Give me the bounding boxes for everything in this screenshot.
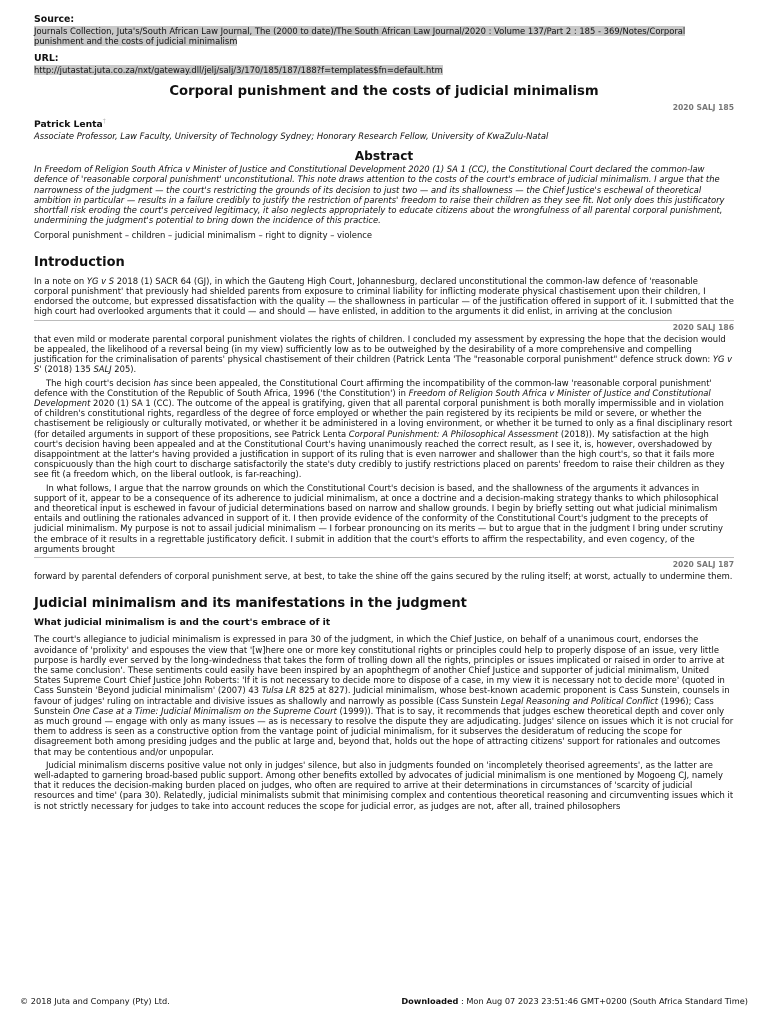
page-mark-185: 2020 SALJ 185 bbox=[672, 102, 734, 112]
url-block bbox=[34, 53, 734, 75]
url-link[interactable]: http://jutastat.juta.co.za/nxt/gateway.dll/jelj/salj/3/170/185/187/188?f=templates$fn=default.htm bbox=[34, 65, 443, 76]
intro-paragraph-1: In a note on YG v S 2018 (1) SACR 64 (GJ), in which the Gauteng High Court, Johannesburg, declared unconstitutional the common-law defence of 'reasonable corporal punishment' that previously had shielded parents from exposure to criminal liability for inflicting moderate physical chastisement upon their children, I endorsed the outcome, but expressed dissatisfaction with the quality — the shallowness in particular — of the justification offered in support of it. I submitted that the high court had overlooked arguments that it could — and should — have enlisted, in addition to the arguments it did enlist, in arriving at the conclusion bbox=[34, 275, 734, 317]
abstract-heading: Abstract bbox=[354, 149, 414, 164]
copyright-text: © 2018 Juta and Company (Pty) Ltd. bbox=[20, 996, 170, 1006]
section2-paragraph-2: Judicial minimalism discerns positive value not only in judges' silence, but also in judgments founded on 'incompletely theorised agreements', as the latter are well-adapted to garnering broad-based public support. Among other benefits extolled by advocates of judicial minimalism is one mentioned by Mogoeng CJ, namely that it reduces the decision-making burden placed on judges, who often are required to arrive at their determinations in circumstances of 'scarcity of judicial resources and time' (para 30). Relatedly, judicial minimalists submit that minimising complex and contentious theoretical reasoning and circumventing issues which it is not strictly necessary for judges to take into account reduces the scope for judicial error, as judges are not, after all, trained philosophers bbox=[34, 759, 734, 811]
source-label: Source: bbox=[34, 14, 75, 25]
url-label: URL: bbox=[34, 53, 59, 65]
intro-paragraph-1-continued: that even mild or moderate parental corporal punishment violates the rights of children. I concluded my assessment by expressing the hope that the decision would be appealed, the likelihood of a reversal being (in my view) sufficiently low as to be outweighed by the desirability of a more comprehensive and compelling justification for the criminalisation of parents' physical chastisement of their children (Patrick Lenta 'The "reasonable corporal punishment" defence struck down: YG v S' (2018) 135 SALJ 205). bbox=[34, 333, 733, 375]
page-mark-186: 2020 SALJ 186 bbox=[34, 320, 734, 333]
subsection-heading: What judicial minimalism is and the court's embrace of it bbox=[34, 617, 331, 629]
source-block bbox=[34, 14, 734, 46]
section-heading-judicial-minimalism: Judicial minimalism and its manifestations in the judgment bbox=[34, 596, 467, 612]
source-path[interactable]: Journals Collection, Juta's/South African Law Journal, The (2000 to date)/The South African Law Journal/2020 : Volume 137/Part 2 : 185 - 369/Notes/Corporal punishment and the costs of judicial minimalism bbox=[34, 26, 686, 47]
section2-paragraph-1: The court's allegiance to judicial minimalism is expressed in para 30 of the judgment, in which the Chief Justice, on behalf of a unanimous court, endorses the avoidance of 'prolixity' and espouses the view that '[w]here one or more key constitutional rights or principles could help to properly dispose of an issue, very little purpose is hardly ever served by the long-windedness that takes the form of trolling down all the rights, principles or issues implicated or raised in order to arrive at the same conclusion'. These sentiments could easily have been inspired by an apophthegm of another Chief Justice and supporter of judicial minimalism, United States Supreme Court Chief Justice John Roberts: 'If it is not necessary to decide more to dispose of a case, in my view it is necessary not to decide more' (quoted in Cass Sunstein 'Beyond judicial minimalism' (2007) 43 Tulsa LR 825 at 827). Judicial minimalism, whose best-known academic proponent is Cass Sunstein, counsels in favour of judges' ruling on intractable and divisive issues as shallowly and narrowly as possible (Cass Sunstein Legal Reasoning and Political Conflict (1996); Cass Sunstein One Case at a Time: Judicial Minimalism on the Supreme Court (1999)). That is to say, it recommends that judges eschew theoretical depth and cover only as much ground — engage with only as many issues — as is necessary to resolve the dispute they are adjudicating. Judges' silence on issues which it is not crucial for them to address is seen as a constructive option from the vantage point of judicial minimalism, for it subserves the desideratum of reducing the scope for disagreement both among presiding judges and the public at large and, beyond that, holds out the hope of attracting citizens' support for rationales and outcomes that may be contentious and/or unpopular. bbox=[34, 634, 734, 757]
page-mark-187: 2020 SALJ 187 bbox=[34, 557, 734, 570]
page-footer bbox=[20, 996, 748, 1006]
abstract-text: In Freedom of Religion South Africa v Minister of Justice and Constitutional Development 2020 (1) SA 1 (CC), the Constitutional Court declared the common-law defence of 'reasonable corporal punishment' unconstitutional. This note draws attention to the costs of the court's embrace of judicial minimalism. I argue that the narrowness of the judgment — the court's restricting the grounds of its decision to just two — and its shallowness — the Chief Justice's eschewal of theoretical ambition in particular — results in a failure credibly to justify the restriction of parents' freedom to raise their children as they see fit. Not only does this justificatory shortfall risk eroding the court's perceived legitimacy, it also neglects appropriately to educate citizens about the wrongfulness of all parental corporal punishment, undermining the judgment's potential to bring down the incidence of this practice. bbox=[34, 164, 725, 226]
download-info: Downloaded : Mon Aug 07 2023 23:51:46 GMT+0200 (South Africa Standard Time) bbox=[401, 996, 748, 1006]
intro-paragraph-2: The high court's decision has since been appealed, the Constitutional Court affirming the incompatibility of the common-law 'reasonable corporal punishment' defence with the Constitution of the Republic of South Africa, 1996 ('the Constitution') in Freedom of Religion South Africa v Minister of Justice and Constitutional Development 2020 (1) SA 1 (CC). The outcome of the appeal is gratifying, given that all parental corporal punishment is both morally impermissible and in violation of children's constitutional rights, regardless of the degree of force employed or whether the pain registered by its recipients be mild or severe, or whether the chastisement be religiously or culturally motivated, or whether it be administered in a loving environment, or whether it be turned to only as a final disciplinary resort (for detailed arguments in support of these propositions, see Patrick Lenta Corporal Punishment: A Philosophical Assessment (2018)). My satisfaction at the high court's decision having been appealed and at the Constitutional Court's having unanimously reached the correct result, as I see it, is, however, overshadowed by disappointment at the latter's having provided a justification in support of its ruling that is even narrower and shallower than the high court's, so that it fails more conspicuously than the high court to discharge satisfactorily the state's duty credibly to justify restrictions placed on parents' freedom to raise their children as they see fit (a freedom which, on the liberal outlook, is far-reaching). bbox=[34, 377, 733, 480]
author-footnote-link[interactable]: † bbox=[102, 117, 106, 125]
intro-paragraph-3-continued: forward by parental defenders of corporal punishment serve, at best, to take the shine off the gains secured by the ruling itself; at worst, actually to undermine them. bbox=[34, 571, 733, 582]
author-name: Patrick Lenta† bbox=[34, 117, 106, 130]
keywords: Corporal punishment – children – judicial minimalism – right to dignity – violence bbox=[34, 229, 373, 240]
intro-heading: Introduction bbox=[34, 254, 125, 270]
intro-paragraph-3: In what follows, I argue that the narrow grounds on which the Constitutional Court's decision is based, and the shallowness of the arguments it advances in support of it, appear to be a consequence of its adherence to judicial minimalism, at once a doctrine and a decision-making strategy thanks to which philosophical and theoretical input is eschewed in favour of judicial determinations based on narrow and shallow grounds. I begin by briefly setting out what judicial minimalism entails and outlining the rationales advanced in support of it. I then provide evidence of the conformity of the Constitutional Court's judgment to the precepts of judicial minimalism. My purpose is not to assail judicial minimalism — I forbear pronouncing on its merits — but to argue that in the judgment I bring under scrutiny the embrace of it results in a regrettable justificatory deficit. I submit in addition that the court's efforts to affirm the respectability, and even cogency, of the arguments brought bbox=[34, 482, 723, 554]
author-affiliation: Associate Professor, Law Faculty, University of Technology Sydney; Honorary Research Fellow, University of KwaZulu-Natal bbox=[34, 131, 549, 142]
article-title: Corporal punishment and the costs of judicial minimalism bbox=[169, 83, 599, 99]
